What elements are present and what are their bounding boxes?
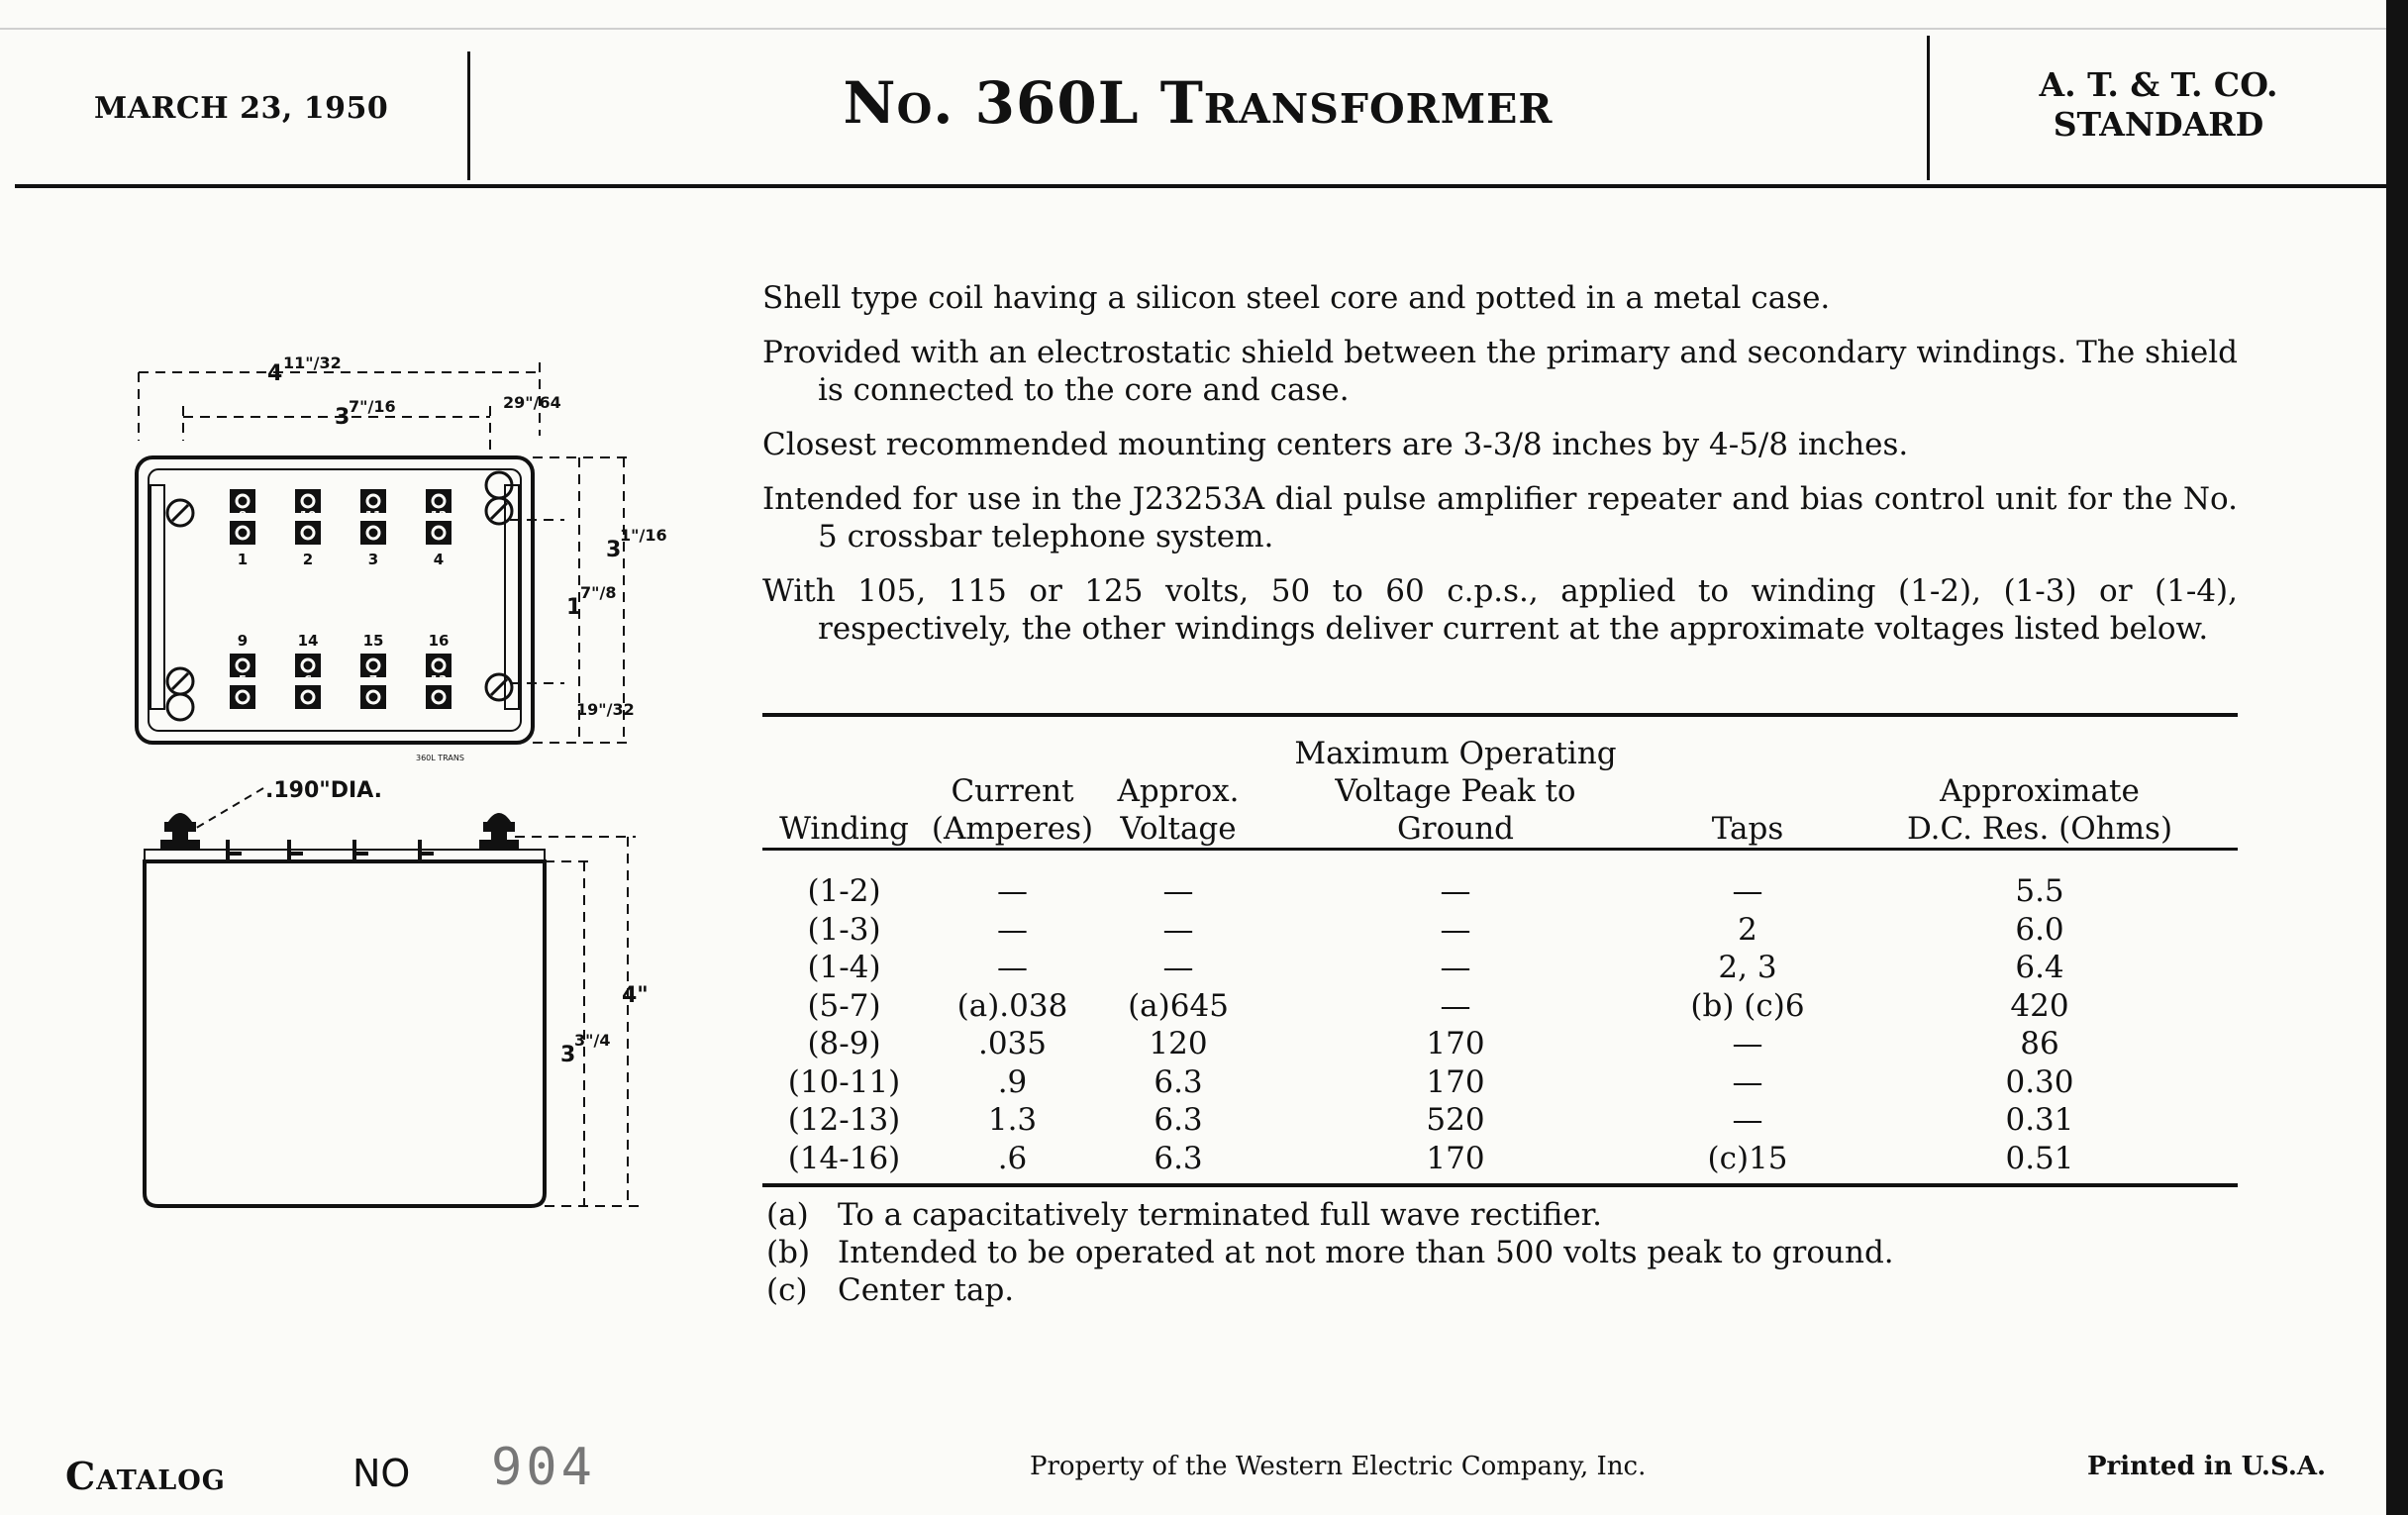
- col-voltage: Approx. Voltage: [1117, 773, 1240, 847]
- dim-mid-fraction: 7"/8: [580, 583, 617, 602]
- col-winding: Winding: [779, 811, 909, 847]
- dim-offset-label: 29"/64: [503, 393, 561, 412]
- terminal-9: 9: [237, 632, 249, 650]
- header-company: [1931, 65, 2386, 145]
- terminal-14: 14: [297, 632, 319, 650]
- terminal-13: 13: [430, 673, 448, 687]
- header-divider-right: [1927, 36, 1930, 180]
- description: [762, 279, 2238, 664]
- side-view-dimensions: [515, 837, 644, 1206]
- terminal-3: 3: [367, 551, 379, 568]
- card-top-edge: [0, 28, 2386, 30]
- dim-depth-fraction: 1"/16: [620, 526, 667, 545]
- dim-body-label: 3: [560, 1043, 576, 1067]
- note-b: (b) Intended to be operated at not more than 500 volts peak to ground.: [766, 1235, 1894, 1270]
- dim-low-label: 19"/32: [576, 700, 635, 719]
- transformer-drawing: [119, 347, 673, 1218]
- top-view-case: [137, 457, 533, 743]
- dim-inner-fraction: 7"/16: [349, 397, 396, 416]
- scan-edge: [2386, 0, 2408, 1515]
- terminal-10: 10: [299, 509, 317, 523]
- footer-printed: Printed in U.S.A.: [2087, 1452, 2327, 1481]
- footer-catalog-number: 904: [491, 1438, 596, 1497]
- desc-para-3: Closest recommended mounting centers are 3-3/8 inches by 4-5/8 inches.: [762, 427, 1909, 462]
- dim-width-label: 4: [267, 361, 283, 386]
- dia-label: .190"DIA.: [265, 778, 382, 803]
- terminal-8: 8: [238, 509, 248, 523]
- col-resistance: Approximate D.C. Res. (Ohms): [1906, 773, 2173, 847]
- dim-width-fraction: 11"/32: [283, 354, 342, 372]
- side-view-case: [145, 850, 545, 1206]
- desc-para-1: Shell type coil having a silicon steel core and potted in a metal case.: [762, 280, 1831, 316]
- terminal-16: 16: [428, 632, 450, 650]
- header-date: MARCH 23, 1950: [94, 91, 389, 126]
- terminal-12: 12: [430, 509, 448, 523]
- col-taps: Taps: [1711, 811, 1784, 847]
- table-row: (8-9) .035 120 170 — 86: [807, 1026, 2059, 1061]
- terminal-6: 6: [303, 673, 313, 687]
- terminal-11: 11: [364, 509, 382, 523]
- footnotes: [766, 1196, 2242, 1309]
- terminal-numbers-inner: [239, 509, 448, 687]
- company-name: A. T. & T. CO.: [2039, 65, 2278, 104]
- header-rule: [15, 184, 2386, 188]
- desc-para-4: Intended for use in the J23253A dial pulse amplifier repeater and bias control unit for the No. 5 crossbar telephone system.: [762, 481, 2238, 555]
- desc-para-5: With 105, 115 or 125 volts, 50 to 60 c.p.s., applied to winding (1-2), (1-3) or (1-4), respectively, the other windings deliver current at the approximate voltages listed below.: [762, 573, 2238, 647]
- top-view-dim-text: [267, 354, 667, 719]
- terminal-numbers: [238, 551, 450, 650]
- table-row: (1-4) — — — 2, 3 6.4: [807, 950, 2064, 985]
- company-standard: STANDARD: [2053, 105, 2264, 144]
- table-row: (10-11) .9 6.3 170 — 0.30: [787, 1063, 2074, 1100]
- terminal-7: 7: [368, 673, 378, 687]
- terminal-blocks: [230, 489, 452, 709]
- col-ground: Maximum Operating Voltage Peak to Ground: [1294, 736, 1617, 847]
- terminal-4: 4: [433, 551, 445, 568]
- terminal-5: 5: [238, 673, 248, 687]
- dim-depth-label: 3: [606, 538, 622, 562]
- footer-catalog: Catalog: [65, 1454, 226, 1498]
- mounting-screws: [167, 472, 512, 720]
- col-current: Current (Amperes): [931, 773, 1094, 847]
- table-header-row: [762, 735, 2238, 850]
- note-c: (c) Center tap.: [766, 1272, 1015, 1308]
- terminal-15: 15: [362, 632, 384, 650]
- terminal-screw-heads: [237, 495, 445, 703]
- table-row: (1-2) — — — — 5.5: [807, 873, 2064, 909]
- dim-mid-label: 1: [566, 595, 582, 620]
- table-row: (1-3) — — — 2 6.0: [807, 911, 2064, 948]
- table-top-rule: [762, 713, 2238, 717]
- page-title: No. 360L Transformer: [843, 69, 1554, 137]
- table-row: (5-7) (a).038 (a)645 — (b) (c)6 420: [807, 987, 2069, 1024]
- terminal-2: 2: [302, 551, 314, 568]
- dim-body-fraction: 3"/4: [574, 1031, 611, 1050]
- table-row: (14-16) .6 6.3 170 (c)15 0.51: [787, 1140, 2074, 1176]
- table-row: (12-13) 1.3 6.3 520 — 0.31: [787, 1102, 2074, 1138]
- terminal-1: 1: [237, 551, 249, 568]
- footer-no: NO: [352, 1452, 411, 1495]
- footer-property: Property of the Western Electric Company, Inc.: [1030, 1452, 1647, 1481]
- desc-para-2: Provided with an electrostatic shield between the primary and secondary windings. The shield is connected to the core and case.: [762, 335, 2238, 408]
- dim-height-label: 4": [622, 983, 649, 1008]
- dim-inner-label: 3: [335, 405, 351, 430]
- drawing-stamp: 360L TRANS: [416, 754, 464, 762]
- note-a: (a) To a capacitatively terminated full wave rectifier.: [766, 1197, 1602, 1233]
